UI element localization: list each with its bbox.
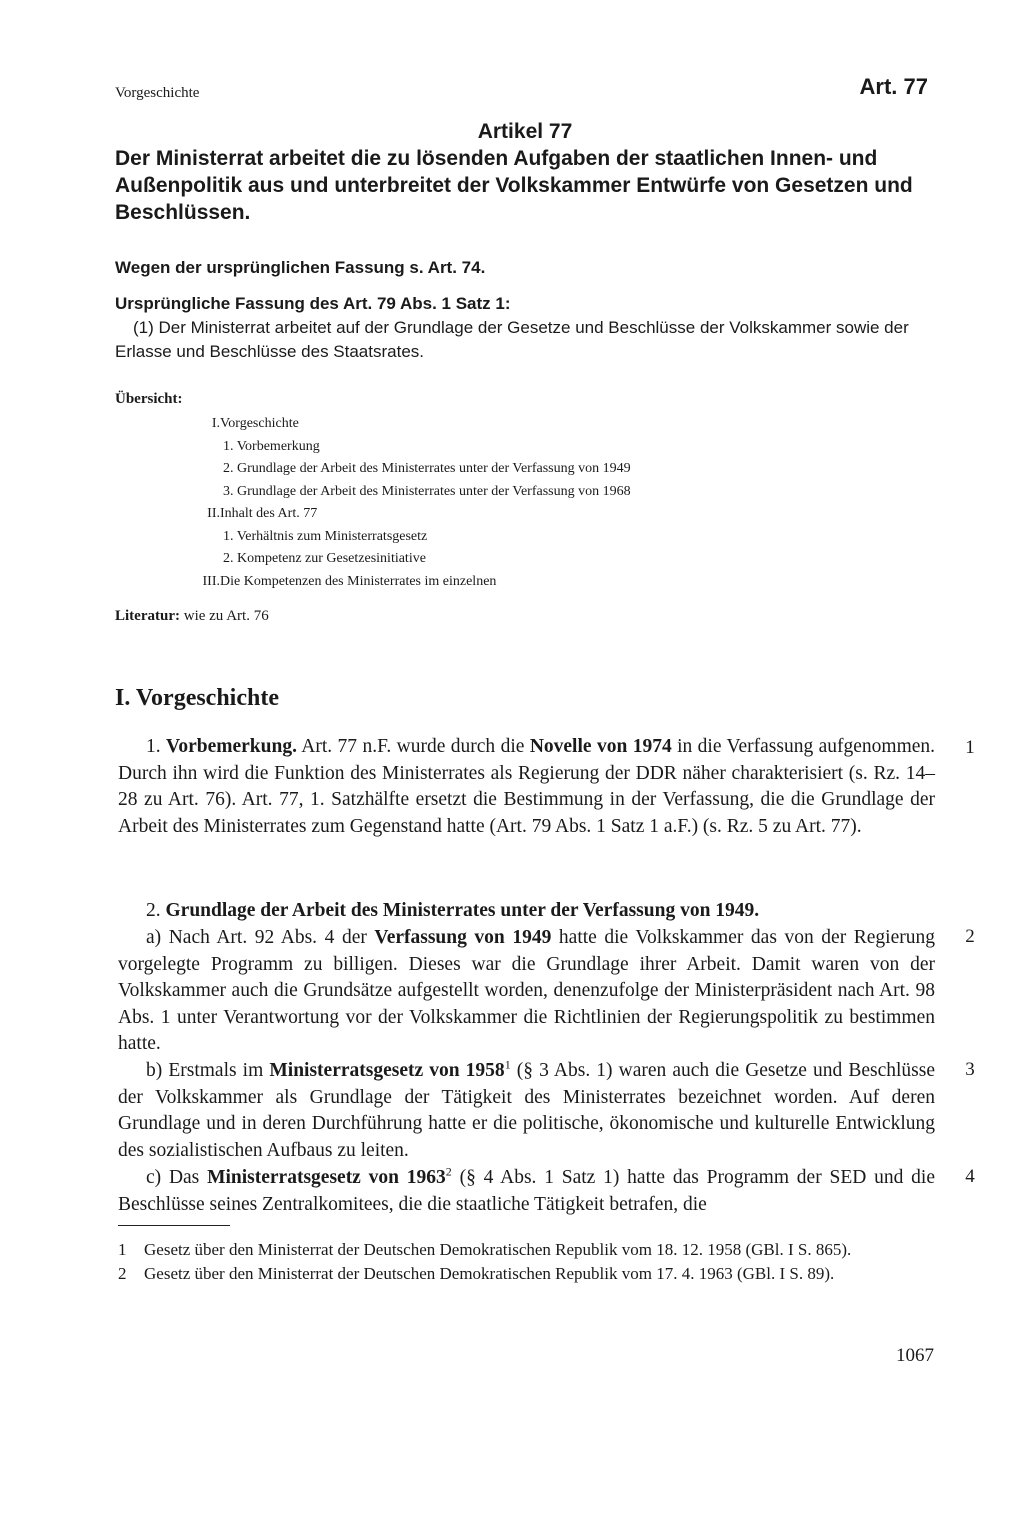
paragraph-3 xyxy=(118,1058,935,1164)
p1-bold-novelle: Novelle von 1974 xyxy=(529,736,672,757)
p1-bold-vorbemerkung: Vorbemerkung. xyxy=(166,736,297,757)
section-title: I. Vorgeschichte xyxy=(115,685,279,711)
overview-item xyxy=(190,571,631,594)
overview-item xyxy=(190,503,631,526)
running-head: Vorgeschichte xyxy=(115,85,200,101)
original-version-title: Ursprüngliche Fassung des Art. 79 Abs. 1 Satz 1: xyxy=(115,294,511,313)
margin-number: 2 xyxy=(965,926,975,947)
literature-line xyxy=(115,608,269,625)
article-text: Der Ministerrat arbeitet die zu lösenden Aufgaben der staatlichen Innen- und Außenpolitik aus und unterbreitet der Volkskammer Entwürfe von Gesetzen und Beschlüssen. xyxy=(115,147,913,224)
overview-item-text: 2. Kompetenz zur Gesetzesinitiative xyxy=(223,551,426,566)
overview-item xyxy=(190,481,631,504)
margin-number: 1 xyxy=(965,737,975,758)
overview-item-number: II. xyxy=(207,506,220,521)
overview-item-text: 1. Verhältnis zum Ministerratsgesetz xyxy=(223,528,428,544)
overview-item xyxy=(190,526,631,549)
original-version-text xyxy=(115,316,945,364)
overview-item-number: I. xyxy=(211,416,220,431)
p4-text-2: (§ 4 Abs. 1 Satz 1) hatte das Programm der SED und die Beschlüsse seines Zentralkomitees, die die staatliche Tätigkeit betrafen, die xyxy=(118,1167,935,1215)
p4-text-1: c) Das xyxy=(146,1167,208,1188)
p1-lead: 1. xyxy=(146,736,167,757)
margin-number: 3 xyxy=(965,1059,975,1080)
p2-bold: Verfassung von 1949 xyxy=(374,927,552,948)
overview-item-text: Inhalt des Art. 77 xyxy=(220,506,318,521)
overview-item-text: 1. Vorbemerkung xyxy=(223,438,320,454)
p1-text-2: in die Verfassung aufgenommen. Durch ihn wird die Funktion des Ministerrates als Regierung der DDR näher charakterisiert (s. Rz. 14–28 zu Art. 76). Art. 77, 1. Satzhälfte ersetzt die Bestimmung in der Verfassung, die die Grundlage der Arbeit des Ministerrates zum Gegenstand hatte (Art. 79 Abs. 1 Satz 1 a.F.) (s. Rz. 5 zu Art. 77). xyxy=(118,736,936,837)
literature-label: Literatur: xyxy=(115,608,180,624)
overview-item-text: 2. Grundlage der Arbeit des Ministerrates unter der Verfassung von 1949 xyxy=(223,461,631,476)
p4-bold: Ministerratsgesetz von 1963 xyxy=(207,1167,446,1188)
paragraph-2 xyxy=(118,925,935,1058)
article-title: Artikel 77 xyxy=(477,120,573,143)
footnote-number: 1 xyxy=(118,1240,127,1259)
overview-item xyxy=(190,458,631,481)
footnote xyxy=(118,1262,935,1286)
paragraph-4 xyxy=(118,1165,935,1218)
p2-text-1: a) Nach Art. 92 Abs. 4 der xyxy=(146,927,375,948)
overview-item-number: III. xyxy=(202,573,220,589)
p3-text-2: (§ 3 Abs. 1) waren auch die Gesetze und Beschlüsse der Volkskammer als Grundlage der Tätigkeit des Ministerrates bezeichnet worden. Auf deren Grundlage und in deren Durchführung hatte er die politische, ökonomische und kulturelle Entwicklung des sozialistischen Aufbaus zu leiten. xyxy=(118,1060,936,1161)
footnote-rule xyxy=(118,1225,230,1226)
article-heading xyxy=(115,118,935,226)
sub2-lead: 2. xyxy=(146,900,166,921)
paragraph-1 xyxy=(118,734,935,840)
p3-bold: Ministerratsgesetz von 1958 xyxy=(269,1060,505,1081)
overview-item xyxy=(190,413,631,436)
footnote-number: 2 xyxy=(118,1264,127,1283)
p2-text-2: hatte die Volkskammer das von der Regierung vorgelegte Programm zu billigen. Dieses war die Grundlage ihrer Arbeit. Damit waren von der Volkskammer auch die Grundsätze aufgestellt worden, denenzufolge der Ministerpräsident nach Art. 98 Abs. 1 unter Verantwortung vor der Volkskammer die Richtlinien der Regierungspolitik zu bestimmen hatte. xyxy=(118,927,935,1054)
footnote-ref: 1 xyxy=(504,1057,511,1072)
overview-list xyxy=(190,413,631,593)
footnote xyxy=(118,1238,935,1262)
original-version-reference: Wegen der ursprünglichen Fassung s. Art. 74. xyxy=(115,258,486,277)
literature-text: wie zu Art. 76 xyxy=(179,608,269,624)
footnote-ref: 2 xyxy=(445,1164,452,1179)
margin-number: 4 xyxy=(965,1166,975,1187)
overview-item-text: Die Kompetenzen des Ministerrates im einzelnen xyxy=(220,573,497,589)
page-number: 1067 xyxy=(896,1345,934,1366)
sub2-title: Grundlage der Arbeit des Ministerrates unter der Verfassung von 1949. xyxy=(165,900,760,921)
article-number-header: Art. 77 xyxy=(859,74,928,99)
p3-text-1: b) Erstmals im xyxy=(146,1060,270,1081)
overview-item xyxy=(190,436,631,459)
overview-item-text: Vorgeschichte xyxy=(220,416,299,431)
subheading-2 xyxy=(118,898,935,925)
p1-text-1: Art. 77 n.F. wurde durch die xyxy=(296,736,530,757)
overview-item-text: 3. Grundlage der Arbeit des Ministerrates unter der Verfassung von 1968 xyxy=(223,483,631,499)
footnotes xyxy=(118,1238,935,1286)
footnote-text: Gesetz über den Ministerrat der Deutschen Demokratischen Republik vom 18. 12. 1958 (GBl. I S. 865). xyxy=(144,1240,852,1259)
original-version-paragraph: (1) Der Ministerrat arbeitet auf der Grundlage der Gesetze und Beschlüsse der Volkskammer sowie der Erlasse und Beschlüsse des Staatsrates. xyxy=(115,318,909,361)
overview-item xyxy=(190,548,631,571)
footnote-text: Gesetz über den Ministerrat der Deutschen Demokratischen Republik vom 17. 4. 1963 (GBl. I S. 89). xyxy=(144,1264,835,1283)
overview-title: Übersicht: xyxy=(115,391,183,407)
